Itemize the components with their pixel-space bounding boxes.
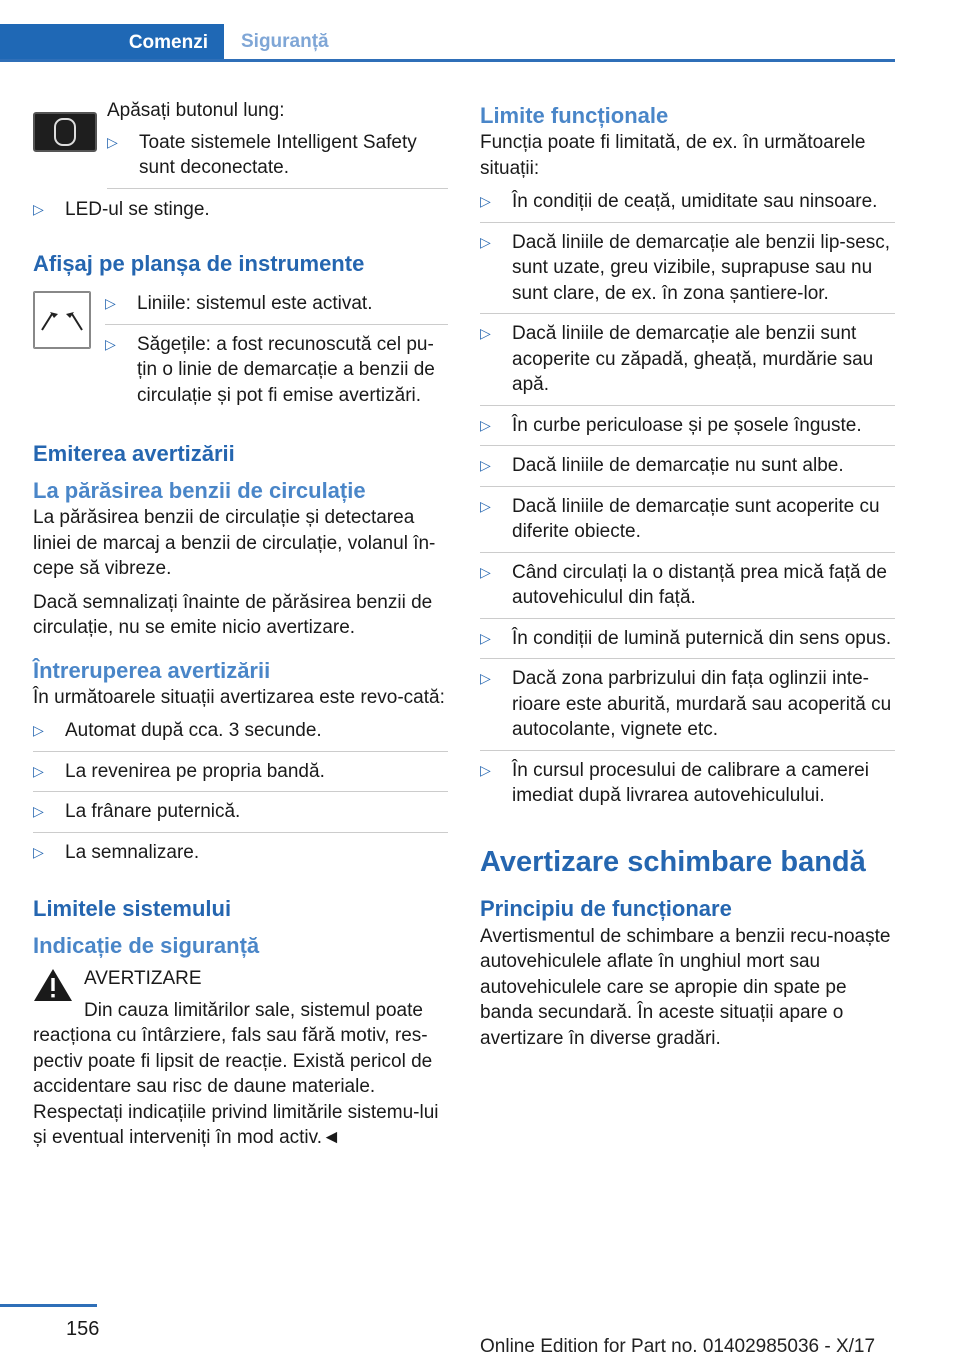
warning-heading: Emiterea avertizării [33,441,235,466]
warning-box [33,966,448,1151]
principle-paragraph: Avertismentul de schimbare a benzii recu-noaște autovehiculele aflate în unghiul mort sau autovehiculele care se apropie din spate pe banda secundară. În aceste situații apare o avertizare în diverse gradări. [480,925,891,1049]
bullet-icon: ▷ [480,761,491,778]
list-item: ▷ Toate sistemele Intelligent Safety sunt deconectate. [107,131,417,178]
warning-title: AVERTIZARE [84,968,202,989]
page-number: 156 [66,1318,100,1340]
safety-heading: Indicație de siguranță [33,933,260,958]
press-sublist [107,130,448,189]
footer-line [0,1304,97,1307]
bullet-icon: ▷ [33,762,44,779]
left-column [33,98,448,1159]
list-item: ▷ Când circulați la o distanță prea mică față de autovehiculul din față. [480,560,895,619]
list-item: ▷ Liniile: sistemul este activat. [105,291,448,325]
list-item: ▷ În condiții de ceață, umiditate sau ninsoare. [480,189,895,223]
led-list [33,197,448,230]
principle-heading: Principiu de funcționare [480,895,732,921]
bullet-icon: ▷ [480,629,491,646]
display-heading: Afișaj pe planșa de instrumente [33,251,365,276]
func-limits-heading: Limite funcționale [480,103,669,128]
list-item: ▷ În condiții de lumină puternică din sens opus. [480,626,895,660]
bullet-icon: ▷ [105,295,116,311]
bullet-icon: ▷ [480,193,491,209]
tab-bar [0,24,895,62]
display-list [105,291,448,415]
bullet-icon: ▷ [480,457,491,473]
bullet-icon: ▷ [107,133,118,150]
interrupt-heading: Întreruperea avertizării [33,657,271,683]
list-item: ▷ La revenirea pe propria bandă. [33,759,448,793]
list-item: ▷ În cursul procesului de calibrare a camerei imediat după livrarea autovehiculului. [480,759,869,806]
list-item: ▷ Săgețile: a fost recunoscută cel pu-țin o linie de demarcație a benzii de circulație și pot fi emise avertizări. [105,333,435,406]
bullet-icon: ▷ [33,843,44,860]
list-item: ▷ La semnalizare. [33,840,448,873]
press-button-block [33,98,448,189]
leaving-heading: La părăsirea benzii de circulație [33,478,366,503]
limits-heading: Limitele sistemului [33,896,232,921]
list-item: ▷ Dacă liniile de demarcație ale benzii sunt acoperite cu zăpadă, gheață, murdărie sau apă. [480,321,895,406]
edition-text: Online Edition for Part no. 01402985036 - X/17 [480,1336,876,1357]
bullet-icon: ▷ [480,563,491,580]
lane-change-heading: Avertizare schimbare bandă [480,845,866,878]
list-item: ▷ Dacă liniile de demarcație nu sunt albe. [480,453,895,487]
tab-siguranta[interactable]: Siguranță [241,30,329,52]
display-block [33,291,448,415]
interrupt-paragraph: În următoarele situații avertizarea este revo-cată: [33,686,445,708]
list-item: ▷ Automat după cca. 3 secunde. [33,718,448,752]
leaving-paragraph-1: La părăsirea benzii de circulație și detectarea liniei de marcaj a benzii de circulație, volanul în-cepe să vibreze. [33,507,436,579]
bullet-icon: ▷ [480,416,491,433]
press-intro: Apăsați butonul lung: [107,100,285,121]
interrupt-list [33,718,448,872]
list-item: ▷ Dacă liniile de demarcație ale benzii lip-sesc, sunt uzate, greu vizibile, suprapuse sau nu sunt clare, de ex. în zona șantiere-lor. [480,230,895,315]
tab-underline [0,59,895,62]
list-item: ▷ La frânare puternică. [33,799,448,833]
list-item: ▷ Dacă zona parbrizului din fața oglinzii inte-rioare este aburită, murdară sau acoperită cu autocolante, vignete etc. [480,666,895,751]
lane-lines-icon [33,291,91,349]
tab-comenzi[interactable]: Comenzi [0,24,224,62]
bullet-icon: ▷ [33,722,44,738]
list-item: ▷ LED-ul se stinge. [33,197,448,230]
lane-assist-button-icon [33,112,97,152]
warning-text: Din cauza limitărilor sale, sistemul poate reacționa cu întârziere, fals sau fără motiv, res-pectiv poate fi lipsit de reacție. Există pericol de accidentare sau risc de daune materiale. Respectați indicațiile privind limitările sistemu-lui și eventual interveniți în mod activ.◄ [33,999,439,1148]
leaving-paragraph-2: Dacă semnalizați înainte de părăsirea benzii de circulație, nu se emite nicio avertizare. [33,591,433,638]
func-limits-list [480,189,895,816]
list-item: ▷ Dacă liniile de demarcație sunt acoperite cu diferite obiecte. [480,494,895,553]
func-limits-paragraph: Funcția poate fi limitată, de ex. în următoarele situații: [480,132,866,179]
right-column [480,98,895,1059]
warning-triangle-icon [33,968,73,1002]
bullet-icon: ▷ [480,497,491,514]
bullet-icon: ▷ [480,233,491,250]
bullet-icon: ▷ [105,335,116,352]
bullet-icon: ▷ [33,200,44,217]
list-item: ▷ În curbe periculoase și pe șosele înguste. [480,413,895,447]
bullet-icon: ▷ [480,325,491,341]
bullet-icon: ▷ [480,670,491,686]
bullet-icon: ▷ [33,803,44,819]
